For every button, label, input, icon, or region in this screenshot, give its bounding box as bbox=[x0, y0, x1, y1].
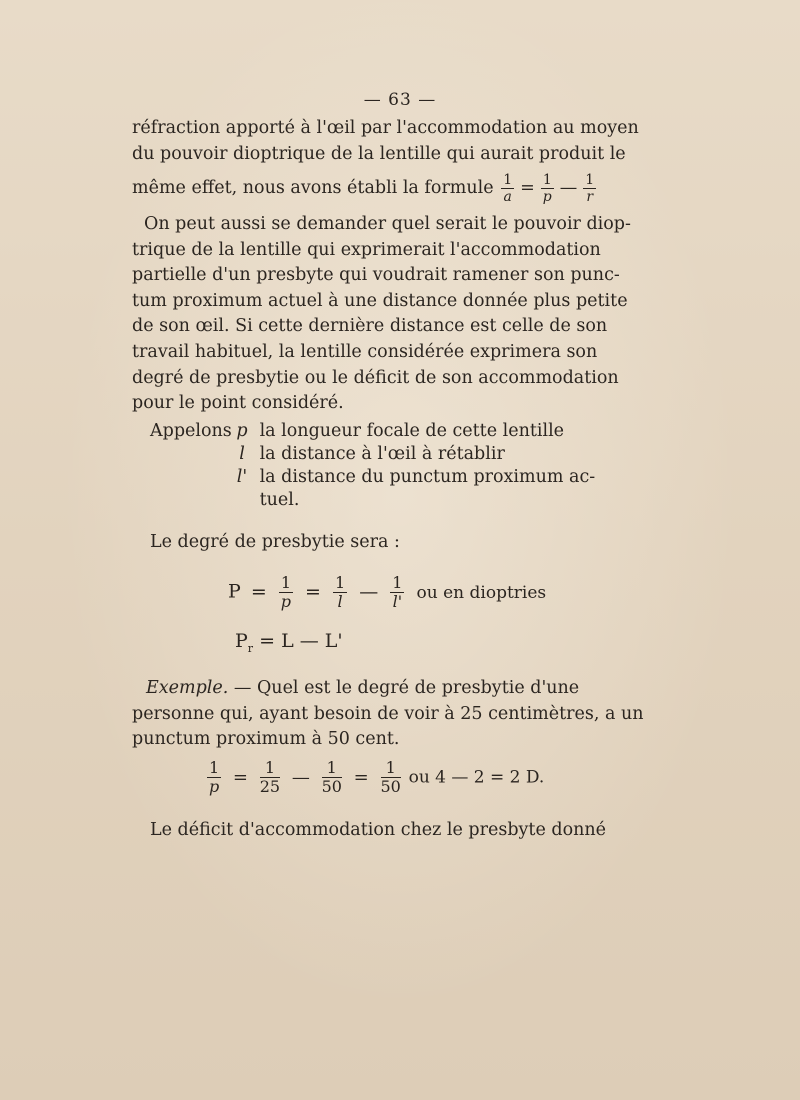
example-paragraph bbox=[132, 676, 644, 753]
fraction bbox=[333, 575, 347, 610]
numerator: 1 bbox=[335, 573, 346, 592]
formula-rhs: = L — L' bbox=[259, 630, 343, 652]
formula-suffix: ou 4 — 2 = 2 D. bbox=[408, 767, 545, 788]
page-number: — 63 — bbox=[363, 90, 437, 110]
definition-row bbox=[150, 466, 595, 489]
paragraph-2 bbox=[132, 212, 631, 417]
definition-text: la longueur focale de cette lentille bbox=[259, 421, 565, 441]
numerator: 1 bbox=[542, 172, 552, 189]
denominator: r bbox=[586, 189, 594, 206]
formula-second bbox=[235, 630, 343, 655]
text-line: punctum proximum à 50 cent. bbox=[132, 729, 400, 750]
fraction bbox=[501, 173, 514, 204]
example-label: Exemple. bbox=[146, 678, 229, 698]
equals-sign: = bbox=[353, 766, 369, 788]
text-segment: même effet, nous avons établi la formule bbox=[132, 178, 494, 199]
numerator: 1 bbox=[260, 760, 280, 778]
numerator: 1 bbox=[503, 172, 513, 189]
formula-example bbox=[205, 760, 544, 795]
numerator: 1 bbox=[381, 760, 401, 778]
definitions-lead: Appelons bbox=[150, 421, 232, 441]
text-line: personne qui, ayant besoin de voir à 25 centimètres, a un bbox=[132, 703, 644, 724]
denominator: a bbox=[503, 189, 512, 206]
denominator: p bbox=[208, 777, 220, 796]
denominator: p bbox=[280, 592, 292, 611]
denominator: 50 bbox=[380, 777, 401, 796]
text-line: On peut aussi se demander quel serait le pouvoir diop- bbox=[144, 214, 631, 234]
equals-sign: = bbox=[305, 580, 321, 603]
minus-sign: — bbox=[291, 766, 310, 788]
formula-lhs: P bbox=[228, 580, 241, 603]
symbol: p bbox=[236, 421, 248, 441]
minus-sign: — bbox=[559, 178, 578, 199]
numerator: 1 bbox=[322, 760, 342, 778]
fraction bbox=[279, 575, 293, 610]
text-line: tum proximum actuel à une distance donnée plus petite bbox=[132, 290, 628, 311]
formula-main bbox=[228, 575, 546, 610]
text-line bbox=[132, 676, 580, 702]
definition-row bbox=[150, 489, 595, 512]
text-line: travail habituel, la lentille considérée exprimera son bbox=[132, 341, 598, 362]
definition-row bbox=[150, 420, 595, 443]
numerator: 1 bbox=[280, 573, 291, 592]
text-line: Le degré de presbytie sera : bbox=[150, 532, 400, 552]
formula-lhs: P bbox=[235, 630, 248, 652]
paragraph-1 bbox=[132, 116, 639, 206]
fraction bbox=[207, 760, 221, 795]
symbol: l' bbox=[236, 467, 248, 487]
fraction bbox=[583, 173, 596, 204]
denominator: l bbox=[337, 592, 343, 611]
text-segment: — Quel est le degré de presbytie d'une bbox=[228, 678, 580, 698]
fraction bbox=[541, 173, 554, 204]
definition-text: la distance à l'œil à rétablir bbox=[259, 444, 505, 464]
text-line: de son œil. Si cette dernière distance est celle de son bbox=[132, 316, 608, 337]
definitions-block bbox=[150, 420, 595, 512]
formula-suffix: ou en dioptries bbox=[416, 582, 547, 603]
text-line: partielle d'un presbyte qui voudrait ramener son punc- bbox=[132, 265, 620, 286]
text-line: Le déficit d'accommodation chez le presbyte donné bbox=[150, 820, 607, 840]
minus-sign: — bbox=[359, 580, 379, 603]
denominator: 50 bbox=[321, 777, 342, 796]
numerator: 1 bbox=[392, 573, 403, 592]
denominator: 25 bbox=[259, 777, 281, 796]
degree-intro bbox=[150, 530, 590, 556]
symbol: l bbox=[239, 444, 245, 464]
definition-row bbox=[150, 443, 595, 466]
fraction bbox=[322, 760, 342, 795]
closing-paragraph bbox=[150, 818, 607, 844]
formula-subscript: r bbox=[247, 642, 254, 655]
text-line: pour le point considéré. bbox=[132, 393, 344, 414]
numerator: 1 bbox=[209, 758, 220, 777]
fraction bbox=[381, 760, 401, 795]
numerator: 1 bbox=[585, 172, 595, 189]
text-line: trique de la lentille qui exprimerait l'accommodation bbox=[132, 239, 601, 260]
text-line: degré de presbytie ou le déficit de son accommodation bbox=[132, 367, 619, 388]
text-line: réfraction apporté à l'œil par l'accommodation au moyen bbox=[132, 118, 639, 138]
denominator: p bbox=[542, 189, 552, 206]
text-line-with-formula bbox=[132, 172, 595, 206]
text-line: du pouvoir dioptrique de la lentille qui aurait produit le bbox=[132, 143, 626, 164]
equals-sign: = bbox=[232, 766, 249, 788]
equals-sign: = bbox=[250, 580, 267, 603]
definition-text: la distance du punctum proximum ac- bbox=[259, 467, 596, 487]
fraction bbox=[390, 575, 404, 610]
definition-continuation: tuel. bbox=[259, 490, 300, 510]
denominator: l' bbox=[392, 592, 403, 611]
fraction bbox=[260, 760, 280, 795]
equals-sign: = bbox=[520, 178, 535, 199]
